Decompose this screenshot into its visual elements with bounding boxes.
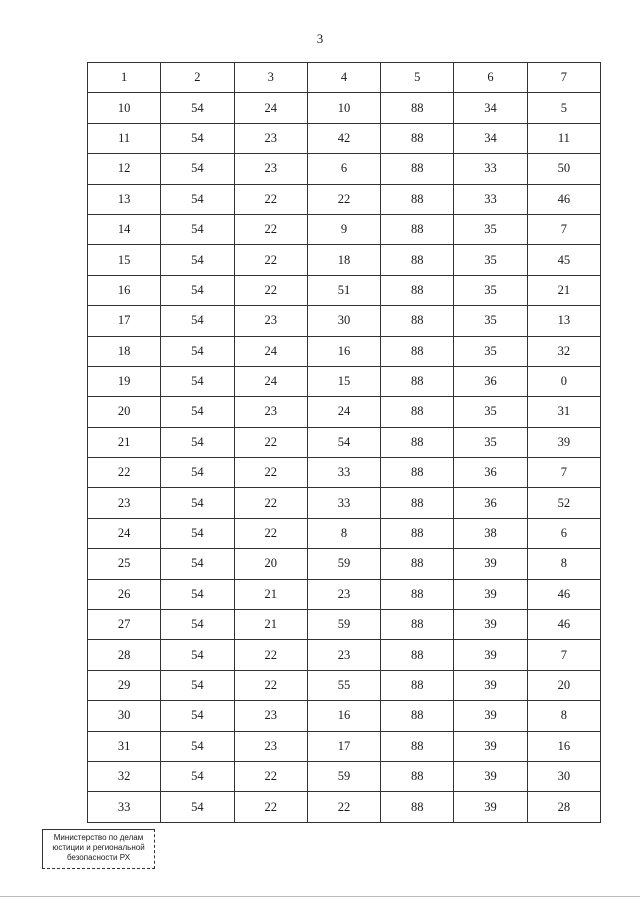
- table-cell: 23: [234, 701, 307, 731]
- table-cell: 0: [527, 366, 600, 396]
- table-cell: 50: [527, 154, 600, 184]
- table-cell: 18: [307, 245, 380, 275]
- table-cell: 23: [234, 154, 307, 184]
- table-cell: 88: [381, 397, 454, 427]
- table-cell: 31: [88, 731, 161, 761]
- table-cell: 59: [307, 761, 380, 791]
- table-cell: 88: [381, 792, 454, 822]
- table-cell: 54: [161, 93, 234, 123]
- table-cell: 10: [307, 93, 380, 123]
- table-cell: 35: [454, 214, 527, 244]
- table-row: [88, 214, 601, 244]
- table-cell: 35: [454, 306, 527, 336]
- table-cell: 54: [161, 306, 234, 336]
- table-cell: 52: [527, 488, 600, 518]
- table-cell: 27: [88, 610, 161, 640]
- table-cell: 35: [454, 427, 527, 457]
- table-cell: 6: [527, 518, 600, 548]
- table-cell: 46: [527, 579, 600, 609]
- table-cell: 88: [381, 610, 454, 640]
- table-cell: 59: [307, 549, 380, 579]
- table-cell: 22: [307, 792, 380, 822]
- stamp-line: безопасности РХ: [66, 853, 131, 862]
- table-cell: 22: [234, 640, 307, 670]
- table-cell: 23: [234, 306, 307, 336]
- column-number-cell: 5: [381, 63, 454, 93]
- table-cell: 35: [454, 275, 527, 305]
- table-cell: 88: [381, 761, 454, 791]
- table-cell: 22: [234, 275, 307, 305]
- table-cell: 36: [454, 488, 527, 518]
- table-cell: 22: [234, 670, 307, 700]
- column-number-cell: 7: [527, 63, 600, 93]
- table-cell: 54: [161, 336, 234, 366]
- table-cell: 88: [381, 184, 454, 214]
- table-cell: 24: [234, 93, 307, 123]
- table-row: [88, 366, 601, 396]
- table-cell: 5: [527, 93, 600, 123]
- table-row: [88, 792, 601, 822]
- column-number-cell: 2: [161, 63, 234, 93]
- table-cell: 88: [381, 275, 454, 305]
- table-cell: 51: [307, 275, 380, 305]
- table-cell: 30: [88, 701, 161, 731]
- table-cell: 22: [307, 184, 380, 214]
- table-cell: 22: [234, 792, 307, 822]
- table-cell: 13: [527, 306, 600, 336]
- table-cell: 7: [527, 214, 600, 244]
- table-cell: 88: [381, 701, 454, 731]
- table-cell: 18: [88, 336, 161, 366]
- table-cell: 23: [234, 123, 307, 153]
- table-row: [88, 701, 601, 731]
- table-cell: 88: [381, 123, 454, 153]
- table-cell: 24: [88, 518, 161, 548]
- table-cell: 54: [161, 458, 234, 488]
- table-cell: 33: [454, 184, 527, 214]
- table-cell: 59: [307, 610, 380, 640]
- table-cell: 39: [527, 427, 600, 457]
- table-cell: 13: [88, 184, 161, 214]
- table-body: [88, 63, 601, 823]
- table-cell: 22: [234, 458, 307, 488]
- table-cell: 21: [88, 427, 161, 457]
- table-cell: 16: [307, 701, 380, 731]
- table-row: [88, 184, 601, 214]
- table-cell: 23: [88, 488, 161, 518]
- table-cell: 54: [161, 761, 234, 791]
- table-cell: 19: [88, 366, 161, 396]
- table-cell: 88: [381, 670, 454, 700]
- table-cell: 88: [381, 306, 454, 336]
- table-cell: 88: [381, 549, 454, 579]
- table-cell: 6: [307, 154, 380, 184]
- table-row: [88, 245, 601, 275]
- table-cell: 88: [381, 458, 454, 488]
- table-cell: 88: [381, 579, 454, 609]
- table-cell: 45: [527, 245, 600, 275]
- table-cell: 54: [161, 123, 234, 153]
- table-cell: 55: [307, 670, 380, 700]
- column-number-cell: 1: [88, 63, 161, 93]
- table-cell: 46: [527, 184, 600, 214]
- table-cell: 54: [161, 640, 234, 670]
- table-cell: 30: [527, 761, 600, 791]
- table-cell: 30: [307, 306, 380, 336]
- table-row: [88, 123, 601, 153]
- table-row: [88, 670, 601, 700]
- table-cell: 54: [161, 366, 234, 396]
- table-row: [88, 397, 601, 427]
- stamp-line: Министерство по делам: [53, 833, 144, 842]
- table-row: [88, 640, 601, 670]
- table-cell: 54: [161, 154, 234, 184]
- table-cell: 9: [307, 214, 380, 244]
- table-cell: 88: [381, 214, 454, 244]
- table-header-row: [88, 63, 601, 93]
- table-cell: 15: [88, 245, 161, 275]
- table-cell: 54: [161, 275, 234, 305]
- table-cell: 35: [454, 245, 527, 275]
- table-cell: 88: [381, 245, 454, 275]
- table-cell: 88: [381, 93, 454, 123]
- table-row: [88, 93, 601, 123]
- table-row: [88, 154, 601, 184]
- table-cell: 54: [161, 184, 234, 214]
- table-cell: 88: [381, 731, 454, 761]
- table-cell: 8: [527, 549, 600, 579]
- table-cell: 29: [88, 670, 161, 700]
- table-cell: 39: [454, 549, 527, 579]
- table-cell: 33: [454, 154, 527, 184]
- table-row: [88, 427, 601, 457]
- table-cell: 39: [454, 701, 527, 731]
- table-cell: 54: [161, 701, 234, 731]
- table-row: [88, 488, 601, 518]
- table-cell: 34: [454, 123, 527, 153]
- table-cell: 88: [381, 154, 454, 184]
- table-cell: 24: [307, 397, 380, 427]
- table-cell: 54: [161, 214, 234, 244]
- table-cell: 39: [454, 731, 527, 761]
- table-cell: 88: [381, 518, 454, 548]
- table-cell: 11: [527, 123, 600, 153]
- table-cell: 33: [307, 458, 380, 488]
- table-cell: 54: [161, 610, 234, 640]
- table-cell: 88: [381, 488, 454, 518]
- table-cell: 54: [161, 427, 234, 457]
- table-cell: 26: [88, 579, 161, 609]
- table-cell: 17: [307, 731, 380, 761]
- table-cell: 39: [454, 670, 527, 700]
- table-cell: 39: [454, 761, 527, 791]
- table-cell: 7: [527, 640, 600, 670]
- table-cell: 54: [161, 518, 234, 548]
- table-row: [88, 336, 601, 366]
- stamp-line: юстиции и региональной: [52, 843, 145, 852]
- table-cell: 42: [307, 123, 380, 153]
- table-cell: 20: [527, 670, 600, 700]
- table-cell: 33: [88, 792, 161, 822]
- table-cell: 24: [234, 336, 307, 366]
- table-cell: 20: [234, 549, 307, 579]
- table-cell: 11: [88, 123, 161, 153]
- table-cell: 88: [381, 366, 454, 396]
- table-cell: 28: [527, 792, 600, 822]
- page-bottom-edge: [0, 896, 640, 897]
- table-cell: 24: [234, 366, 307, 396]
- table-cell: 14: [88, 214, 161, 244]
- table-row: [88, 731, 601, 761]
- table-cell: 22: [234, 488, 307, 518]
- table-cell: 21: [234, 610, 307, 640]
- column-number-cell: 3: [234, 63, 307, 93]
- table-cell: 54: [161, 792, 234, 822]
- table-cell: 32: [88, 761, 161, 791]
- table-row: [88, 306, 601, 336]
- table-cell: 17: [88, 306, 161, 336]
- table-row: [88, 518, 601, 548]
- column-number-cell: 4: [307, 63, 380, 93]
- table-cell: 88: [381, 427, 454, 457]
- table-cell: 10: [88, 93, 161, 123]
- table-cell: 23: [307, 640, 380, 670]
- table-cell: 22: [234, 761, 307, 791]
- table-row: [88, 610, 601, 640]
- coordinates-table: [87, 62, 601, 823]
- table-cell: 28: [88, 640, 161, 670]
- table-cell: 22: [234, 214, 307, 244]
- table-cell: 15: [307, 366, 380, 396]
- table-cell: 16: [527, 731, 600, 761]
- table-cell: 35: [454, 336, 527, 366]
- table-cell: 54: [161, 245, 234, 275]
- ministry-stamp: [42, 829, 155, 869]
- table-cell: 36: [454, 366, 527, 396]
- table-cell: 39: [454, 579, 527, 609]
- table-cell: 23: [234, 397, 307, 427]
- table-cell: 8: [307, 518, 380, 548]
- page-number: 3: [316, 31, 324, 46]
- table-cell: 7: [527, 458, 600, 488]
- table-cell: 12: [88, 154, 161, 184]
- table-cell: 54: [161, 670, 234, 700]
- table-cell: 46: [527, 610, 600, 640]
- table-cell: 16: [88, 275, 161, 305]
- table-cell: 31: [527, 397, 600, 427]
- table-cell: 54: [161, 488, 234, 518]
- table-cell: 23: [307, 579, 380, 609]
- table-cell: 39: [454, 610, 527, 640]
- column-number-cell: 6: [454, 63, 527, 93]
- table-cell: 54: [161, 579, 234, 609]
- table-cell: 54: [161, 549, 234, 579]
- table-cell: 33: [307, 488, 380, 518]
- table-cell: 39: [454, 792, 527, 822]
- table-cell: 21: [527, 275, 600, 305]
- table-row: [88, 549, 601, 579]
- table-cell: 22: [234, 427, 307, 457]
- table-cell: 34: [454, 93, 527, 123]
- table-cell: 35: [454, 397, 527, 427]
- table-row: [88, 275, 601, 305]
- table-cell: 25: [88, 549, 161, 579]
- table-cell: 20: [88, 397, 161, 427]
- table-cell: 32: [527, 336, 600, 366]
- table-cell: 16: [307, 336, 380, 366]
- table-cell: 22: [234, 184, 307, 214]
- table-cell: 22: [234, 518, 307, 548]
- table-row: [88, 458, 601, 488]
- table-cell: 54: [161, 397, 234, 427]
- table-cell: 54: [161, 731, 234, 761]
- table-row: [88, 761, 601, 791]
- table-cell: 39: [454, 640, 527, 670]
- table-cell: 21: [234, 579, 307, 609]
- table-cell: 22: [234, 245, 307, 275]
- table-cell: 88: [381, 640, 454, 670]
- table-cell: 36: [454, 458, 527, 488]
- table-cell: 38: [454, 518, 527, 548]
- table-cell: 8: [527, 701, 600, 731]
- table-row: [88, 579, 601, 609]
- table-cell: 22: [88, 458, 161, 488]
- table-cell: 23: [234, 731, 307, 761]
- table-cell: 88: [381, 336, 454, 366]
- table-cell: 54: [307, 427, 380, 457]
